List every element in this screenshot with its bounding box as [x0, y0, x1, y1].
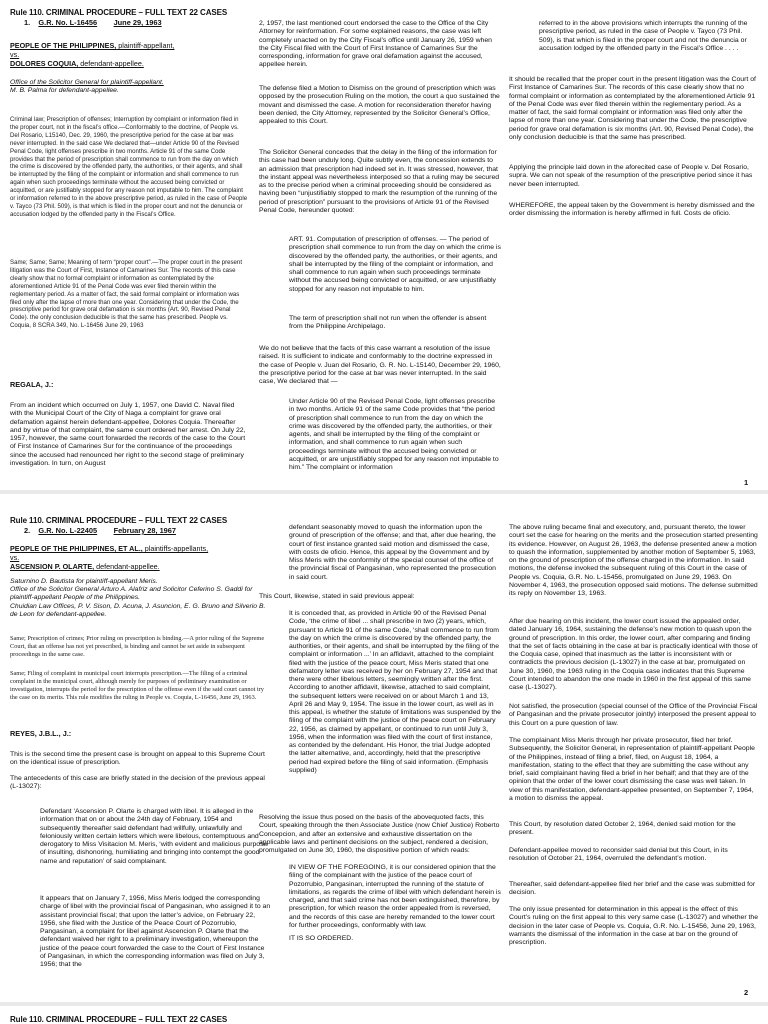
body-paragraph: From an incident which occurred on July 1, 1957, one David C. Naval filed with the Municipal Court of the City of Naga a complaint for grave oral defamation against herein defendant-appellee, Dolores Coquia. Thereafter and by virtue of that complaint, the same court ordered her arrest. On July 22, 1957, however, the same court forwarded the records of the case to the Court of First Instance of Camarines Sur for the continuance of the proceedings since the accused had renounced her right to the second stage of preliminary investigation. In turn, on August — [10, 402, 246, 467]
document-page-1 — [0, 0, 768, 490]
syllabus-2: Same; Same; Same; Meaning of term “proper court”.—The proper court in the present litigation was the Court of First, Instance of Camarines Sur. The records of this case clearly show that no formal complaint or information as contemplated by the aforementioned Article 91 of the Penal Code was ever filed therein within the reglementary period. As a matter of fact, the said formal complaint or information was filed only after the lapse of more than one year. Considering that under the Code, the prescriptive period for grave oral defamation is six months (Art. 90, Revised Penal Code). the only conclusion deducible is that the same has prescribed. People vs. Coquia, 8 SCRA 349, No. L-16456 June 29, 1963 — [10, 259, 243, 330]
body-paragraph: 2, 1957, the last mentioned court endorsed the case to the Office of the City Attorney for reinformation. For some explained reasons, the case was left completely unacted on by the City Fiscal’s office until January 26, 1959 when the City Fiscal filed with the Court of First Instance of Camarines Sur the corresponding, information for grave oral defamation against the accused, appellee herein. — [259, 20, 492, 69]
document-page-3 — [0, 1006, 768, 1024]
case-heading: 2. G.R. No. L-22405 February 28, 1967 — [24, 526, 177, 535]
gr-number: G.R. No. L-22405 — [38, 526, 98, 535]
running-header: Rule 110. CRIMINAL PROCEDURE – FULL TEXT 22 CASES — [10, 516, 228, 525]
decision-date: June 29, 1963 — [113, 18, 162, 27]
body-paragraph: defendant seasonably moved to quash the information upon the ground of prescription of the offense; and that, after due hearing, the court of first instance granted said motion and dismissed the case, with costs de oficio. Hence, this appeal by the Government and by Miss Meris with the conformity of the special counsel of the office of the provincial fiscal of Pangasinan, who represented the prosecution in said court. — [289, 524, 496, 581]
body-paragraph: Applying the principle laid down in the aforecited case of People v. Del Rosario, supra. We can not speak of the resumption of the prescriptive period since it has never been interrupted. — [509, 164, 753, 188]
block-quote: ART. 91. Computation of prescription of offenses. — The period of prescription shall commence to run from the day on which the crime is discovered by the offended party, the authorities, or their agents, and shall be interrupted by the filing of the complaint or information, and shall commence to run again when such proceedings terminate without the accused being convicted or acquitted, or are unjustifiably stopped for any reason not imputable to him. — [289, 236, 501, 293]
body-paragraph: This Court, likewise, stated in said previous appeal: — [259, 593, 415, 600]
body-paragraph: This Court, by resolution dated October 2, 1964, denied said motion for the present. — [509, 821, 736, 837]
block-quote: IT IS SO ORDERED. — [289, 935, 354, 942]
body-paragraph: The antecedents of this case are briefly stated in the decision of the previous appeal (L-13027): — [10, 775, 265, 791]
body-paragraph: The only issue presented for determination in this appeal is the effect of this Court’s ruling on the first appeal to this very same case (L-13027) and whether the decision in the later case of People vs. Coquia, G.R. No. L-15456, June 29, 1963, warrants the dismissal of the information in the case at bar on the ground of prescription. — [509, 906, 759, 946]
body-paragraph: The Solicitor General concedes that the delay in the filing of the information for this case had been unduly long. Quite subtly even, the concession extends to an admission that prescription had indeed set in. It was stressed, however, that the instant appeal was nevertheless interposed so that a ruling may be secured as to the precise period when a criminal proceeding should be considered as having been “unjustifiably stopped to mark the resumption of the running of the period of prescription” pursuant to the provisions of Article 91 of the Revised Penal Code, hereunder quoted: — [259, 149, 500, 214]
body-paragraph: Defendant-appellee moved to reconsider said denial but this Court, in its resolution of October 21, 1964, overruled the defendant’s motion. — [509, 847, 728, 863]
body-paragraph: This is the second time the present case is brought on appeal to this Supreme Court on the identical issue of prescription. — [10, 751, 265, 767]
body-paragraph: The complainant Miss Meris through her private prosecutor, filed her brief. Subsequently, the Solicitor General, in representation of plaintiff-appellant People of the Philippines, instead of filing a brief, filed, on August 18, 1964, a manifestation, stating to the effect that they are submitting the case without any brief, said complainant having filed a brief in her behalf; and that they are of the opinion that the order of the lower court dismissing the case was well taken. In view of this manifestation, defendant-appellee presented, on September 7, 1964, a motion to dismiss the appeal. — [509, 737, 755, 802]
running-header: Rule 110. CRIMINAL PROCEDURE – FULL TEXT 22 CASES — [10, 8, 228, 17]
decision-date: February 28, 1967 — [113, 526, 177, 535]
page-number: 2 — [744, 988, 749, 997]
case-heading: 1. G.R. No. L-16456 June 29, 1963 — [24, 18, 162, 27]
body-paragraph: It should be recalled that the proper court in the present litigation was the Court of First Instance of Camarines Sur. The records of this case clearly show that no formal complaint or information as contemplated by the aforementioned Article 91 of the Penal Code was ever filed therein within the reglementary period. As a matter of fact, the said formal complaint or information was filed only after the lapse of more than one year. Considering that under the Code, the prescriptive period for grave oral defamation is six months (Art. 90, Revised Penal Code), the only conclusion deducible is that the same has prescribed. — [509, 76, 756, 141]
block-quote: IN VIEW OF THE FOREGOING, it is our considered opinion that the filing of the complainant with the justice of the peace court of Pozorrubio, Pangasinan, interrupted the running of the statute of limitations, as regards the crime of libel with which defendant herein is charged, and that said crime has not been extinguished, therefore, by prescription, for which reason the order appealed from is reversed, and the records of this case are hereby remanded to the lower court for further proceedings, conformably with law. — [289, 864, 501, 929]
block-quote: It appears that on January 7, 1956, Miss Meris lodged the corresponding charge of libel with the provincial fiscal of Pangasinan, who assigned it to an assistant provincial fiscal; that upon the latter’s advice, on February 22, 1956, she filed with the Justice of the Peace Court of Pozorrubio, Pangasinan, a complaint for libel against Ascencion P. Olarte that the defendant waived her right to a preliminary investigation, whereupon the justice of the peace court forwarded the case to the Court of First Instance of Pangasinan, in which the corresponding information was filed on July 3, 1956; that the — [40, 895, 271, 968]
counsel-block: Office of the Solicitor General for plaintiff-appellant. M. B. Palma for defendant-appellee. — [10, 79, 164, 95]
ponente: REGALA, J.: — [10, 380, 54, 389]
ponente: REYES, J.B.L., J.: — [10, 729, 72, 738]
document-page-2 — [0, 494, 768, 1002]
body-paragraph: WHEREFORE, the appeal taken by the Government is hereby dismissed and the order dismissing the information is hereby affirmed in full. Costs de oficio. — [509, 202, 755, 218]
block-quote: referred to in the above provisions which interrupts the running of the prescriptive period, as ruled in the case of People v. Tayco (73 Phil. 509), is that which is filed in the proper court and not the denuncia or accusation lodged by the offended party in the Fiscal’s Office . . . . — [539, 20, 748, 52]
block-quote: Under Article 90 of the Revised Penal Code, light offenses prescribe in two months. Article 91 of the same Code provides that “the period of prescription shall commence to run from the day on which the crime was discovered by the offended party, the authorities, or their agents, and shall be interrupted by the filing of the complaint or information, and shall commence to run again when such proceedings terminate without the accused being convicted or acquitted, or are unjustifiably stopped for any reason not imputable to him.” The complaint or information — [289, 398, 499, 471]
body-paragraph: After due hearing on this incident, the lower court issued the appealed order, dated January 16, 1964, sustaining the defense’s new motion to quash upon the ground of prescription. In this order, the lower court, after comparing and finding that the set of facts obtaining in the case at bar is practically identical with those of the Coquia case, opined that inasmuch as the latter is inconsistent with or contradicts the previous decision (L-13027) in the case at bar, promulgated on June 30, 1960, the 1963 ruling in the Coquia case indicates that this Supreme Court intended to abandon the one made in 1960 in the first appeal of this same case (L-13027). — [509, 618, 758, 691]
syllabus-2: Same; Filing of complaint in municipal court interrupts prescription.—The filing of a criminal complaint in the municipal court, although merely for purposes of preliminary examination or investigation, interrupts the period for the prescription of the offense even if the said court cannot try the case on its merits. This rule modifies the ruling in People vs. Coquia, L-16456, June 29, 1963. — [10, 670, 264, 701]
running-header: Rule 110. CRIMINAL PROCEDURE – FULL TEXT 22 CASES — [10, 1015, 228, 1024]
syllabus-1: Same; Prescription of crimes; Prior ruling on prescription is binding.—A prior ruling of the Supreme Court, that an offense has not yet prescribed, is binding and cannot be set aside in subsequent proceedings in the same case. — [10, 635, 265, 658]
body-paragraph: Not satisfied, the prosecution (special counsel of the Office of the Provincial Fiscal of Pangasinan and the private prosecutor jointly) interposed the present appeal to this Court on a pure question of law. — [509, 703, 758, 727]
gr-number: G.R. No. L-16456 — [38, 18, 98, 27]
body-paragraph: We do not believe that the facts of this case warrant a resolution of the issue raised. It is sufficient to indicate and conformably to the doctrine expressed in the case of People v. Juan del Rosario, G. R. No. L-15140, December 29, 1960, the prescriptive period for the case at bar was never interrupted. In the said case, We declared that — — [259, 345, 501, 385]
body-paragraph: The above ruling became final and executory, and, pursuant thereto, the lower court set the case for hearing on the merits and the prosecution started presenting its evidence. However, on August 26, 1963, the defense presented anew a motion to quash the information, supplemented by another motion of September 5, 1963, on the ground of prescription of the offense charged in the information. In said motions, the defense invoked the subsequent ruling of this Court in the case of People vs. Coquia, G.R. No. L-15456, promulgated on June 29, 1963. On November 4, 1963, the prosecution opposed said motions. The defense submitted its reply on November 13, 1963. — [509, 524, 758, 597]
block-quote: It is conceded that, as provided in Article 90 of the Revised Penal Code, ‘the crime of libel ... shall prescribe in two (2) years, which, pursuant to Article 91 of the same Code, ‘shall commence to run from the day on which the crime is discovered by the offended party, the authorities, or their agents, and shall be interrupted by the filing of the complaint or information ...’ In an affidavit, attached to the complaint filed with the justice of the peace court, Miss Meris stated that one defamatory letter was received by her on February 27, 1954 and that there were other libelous letters, seemingly written after the first. According to another affidavit, likewise, attached to said complaint, the subsequent letters were received on or about March 1 and 13, April 26 and May 9, 1954. The issue in the lower court, as well as in this appeal, is whether the statute of limitations was suspended by the filing of the complaint with the justice of the peace court on February 22, 1956, as claimed by appellant, or continued to run until July 3, 1956, when the information was filed with the court of first instance, as contended by the defendant. His Honor, the trial Judge adopted the latter alternative, and, accordingly, held that the prescriptive period had expired before the filing of said information. (Emphasis supplied) — [289, 610, 501, 774]
body-paragraph: Resolving the issue thus posed on the basis of the abovequoted facts, this Court, speaking through the then Associate Justice (now Chief Justice) Roberto Concepcion, and after an extensive and exhaustive dissertation on the applicable laws and pertinent decisions on the subject, rendered a decision, promulgated on June 30, 1960, the dispositive portion of which reads: — [259, 814, 500, 854]
page-number: 1 — [744, 478, 749, 487]
syllabus-1: Criminal law; Prescription of offenses; Interruption by complaint or information filed in the proper court, not in the fiscal’s office.—Conformably to the doctrine, of People vs. Del Rosario, L15140, Dec. 29, 1960, the prescriptive period for the case at bar was never interrupted. In the said case We declared that—under Article 90 of the Revised Penal Code, light offenses prescribe in two months. Article 91 of the same Code provides that the period of prescription shall commence to run from the day on which the crime is discovered by the offended party, the authorities, or their agents, and shall be interrupted by the filing of the complaint or information and shall commence to run again when such proceedings terminate without the accused being convicted or acquitted, or are justifiably stopped for any reason not imputable to him. The complaint or information referred to in the above prescriptive period, as ruled in the case of People v. Tayco (73 Phil. 509), is that which is filed in the proper court and not the denuncia or accusation lodged by the offended party in the Fiscal’s Office. — [10, 116, 248, 218]
case-parties: PEOPLE OF THE PHILIPPINES, plaintiff-appellant, vs. DOLORES COQUIA, defendant-appellee. — [10, 41, 175, 68]
block-quote: The term of prescription shall not run when the offender is absent from the Philippine Archipelago. — [289, 315, 487, 331]
body-paragraph: Thereafter, said defendant-appellee filed her brief and the case was submitted for decision. — [509, 881, 756, 897]
case-parties: PEOPLE OF THE PHILIPPINES, ET AL., plaintiffs-appellants, vs. ASCENSION P. OLARTE, defendant-appellee. — [10, 544, 209, 571]
counsel-block: Saturnino D. Bautista for plaintiff-appellant Meris. Office of the Solicitor General Arturo A. Alafriz and Solicitor Ceferino S. Gaddi for plaintiff-appellant People of the Philippines. Chuidian Law Offices, P. V. Sison, D. Acuna, J. Asuncion, E. G. Bruno and Silverio B. de Leon for defendant-appellee. — [10, 578, 266, 618]
body-paragraph: The defense filed a Motion to Dismiss on the ground of prescription which was opposed by the prosecution Ruling on the motion, the court a quo sustained the movant and dismissed the case. A motion for reconsideration therefor having been denied, the City Attorney, represented by the Solicitor General’s Office, appealed to this Court. — [259, 85, 500, 125]
block-quote: Defendant ‘Ascension P. Olarte is charged with libel. It is alleged in the information that on or about the 24th day of February, 1954 and subsequently thereafter said defendant had willfully, unlawfully and feloniously written certain letters which were libelous, contemptuous and derogatory to Miss Visitacion M. Meris, ‘with evident and malicious purpose of insulting, dishonoring, humiliating and bringing into contempt the good name and reputation’ of said complainant. — [40, 808, 268, 865]
